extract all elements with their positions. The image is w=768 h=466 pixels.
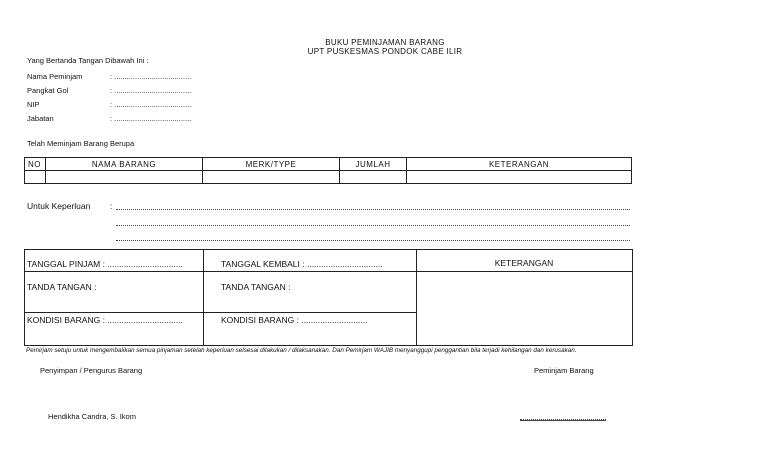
peminjam-signature-line[interactable] xyxy=(520,419,606,421)
agreement-note: Pemirjam setuju untuk mengembalikan semua pinjaman setelah keperluan selsesai dilakukan / dilaksanakan. Dan Pemirjam WAJIB menyanggupi penggantian bila terjadi kehilangan dan kerusakan. xyxy=(26,347,577,354)
role-penyimpan: Penyimpan / Pengurus Barang xyxy=(40,366,143,375)
role-peminjam: Peminjam Barang xyxy=(534,366,594,375)
document-title: BUKU PEMINJAMAN BARANG xyxy=(325,38,445,47)
col-header-nama-barang: NAMA BARANG xyxy=(46,158,203,171)
col-header-keterangan: KETERANGAN xyxy=(407,158,632,171)
tanda-tangan-left[interactable]: TANDA TANGAN : xyxy=(27,282,97,292)
col-header-jumlah: JUMLAH xyxy=(340,158,407,171)
kondisi-barang-left[interactable]: KONDISI BARANG : ................................ xyxy=(27,315,183,325)
tanggal-pinjam[interactable]: TANGGAL PINJAM : ................................ xyxy=(27,259,183,269)
divider xyxy=(203,249,204,345)
field-value-jabatan[interactable]: : ..................................... xyxy=(110,114,192,123)
divider xyxy=(416,271,632,272)
tanda-tangan-right[interactable]: TANDA TANGAN : xyxy=(221,282,291,292)
divider xyxy=(24,312,417,313)
intro-text: Yang Bertanda Tangan Dibawah Ini : xyxy=(27,56,149,65)
table-cell[interactable] xyxy=(25,171,46,184)
items-table xyxy=(24,157,632,184)
table-cell[interactable] xyxy=(340,171,407,184)
kondisi-barang-right[interactable]: KONDISI BARANG : ............................ xyxy=(221,315,368,325)
purpose-label: Untuk Keperluan xyxy=(27,201,91,211)
table-header-row xyxy=(25,158,632,171)
keterangan-heading: KETERANGAN xyxy=(494,258,554,268)
tanggal-kembali[interactable]: TANGGAL KEMBALI : ................................ xyxy=(221,259,383,269)
col-header-no: NO xyxy=(25,158,46,171)
col-header-merk: MERK/TYPE xyxy=(203,158,340,171)
purpose-colon: : xyxy=(110,201,113,211)
field-label-pangkat: Pangkat Gol xyxy=(27,86,69,95)
borrow-heading: Telah Meminjam Barang Berupa xyxy=(27,139,135,148)
table-cell[interactable] xyxy=(46,171,203,184)
table-row[interactable] xyxy=(25,171,632,184)
field-label-jabatan: Jabatan xyxy=(27,114,54,123)
field-value-nama[interactable]: : ..................................... xyxy=(110,72,192,81)
penyimpan-name: Hendikha Candra, S. Ikom xyxy=(48,412,136,421)
divider xyxy=(24,271,417,272)
field-label-nama: Nama Peminjam xyxy=(27,72,83,81)
purpose-line-3[interactable] xyxy=(116,240,630,241)
table-cell[interactable] xyxy=(203,171,340,184)
purpose-line-2[interactable] xyxy=(116,225,630,226)
field-value-nip[interactable]: : ..................................... xyxy=(110,100,192,109)
field-value-pangkat[interactable]: : ..................................... xyxy=(110,86,192,95)
table-cell[interactable] xyxy=(407,171,632,184)
purpose-line-1[interactable] xyxy=(116,209,630,210)
document-subtitle: UPT PUSKESMAS PONDOK CABE ILIR xyxy=(307,47,463,56)
field-label-nip: NIP xyxy=(27,100,40,109)
